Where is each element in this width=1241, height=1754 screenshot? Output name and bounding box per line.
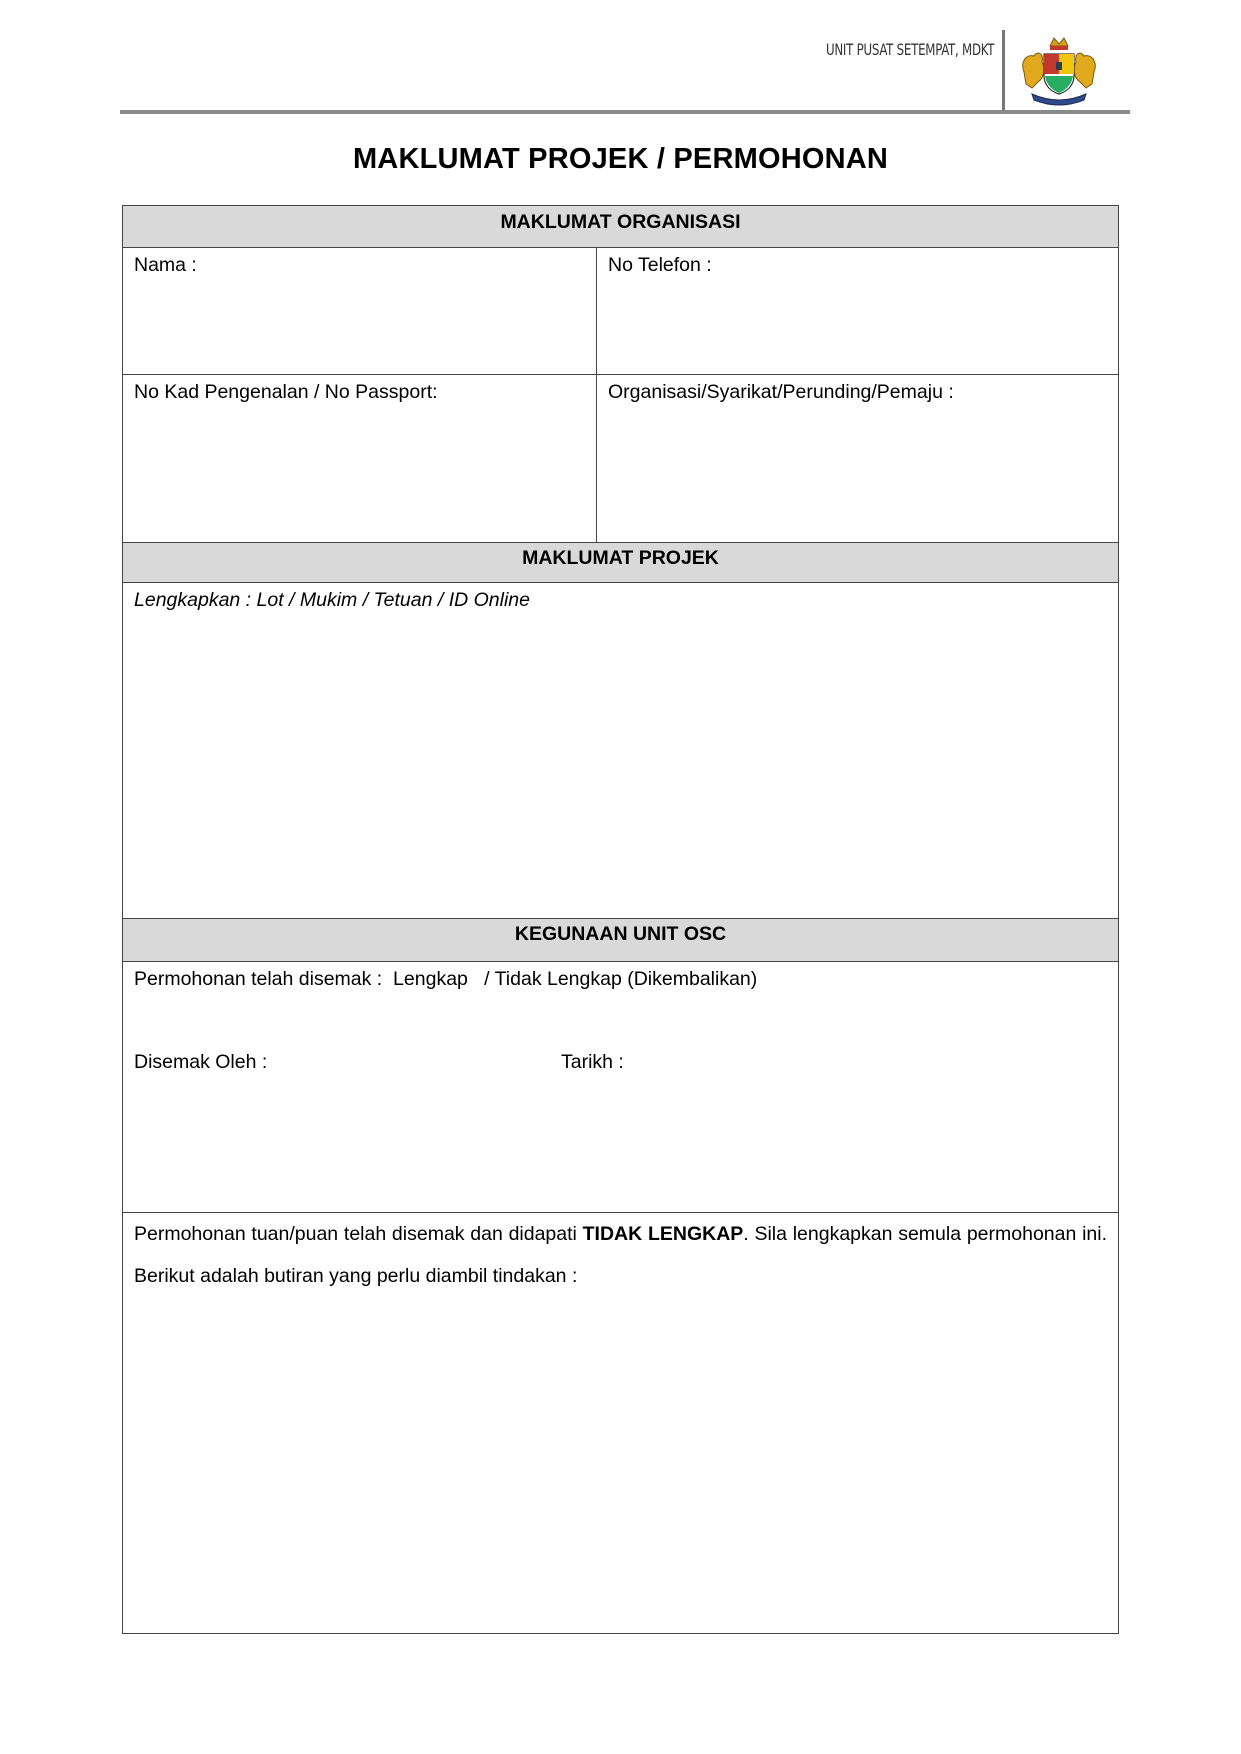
municipal-crest-icon [1014,32,1104,108]
section-heading-organisasi: MAKLUMAT ORGANISASI [123,206,1118,248]
disemak-line [134,1051,1107,1074]
nama-field[interactable] [123,248,597,374]
notice-text-2: . Sila lengkapkan semula permohonan ini. Berikut adalah butiran yang perlu diambil tindakan : [134,1223,1107,1287]
osc-review-block [123,962,1118,1213]
header-rule [120,110,1130,114]
application-form [122,205,1119,1634]
telefon-field[interactable] [597,248,1118,374]
notice-block [123,1213,1118,1633]
ic-field[interactable] [123,375,597,542]
nama-label: Nama : [134,254,197,276]
organisasi-row-2 [123,375,1118,543]
projek-instruction: Lengkapkan : Lot / Mukim / Tetuan / ID Online [134,589,530,611]
organisasi-row-1 [123,248,1118,375]
telefon-label: No Telefon : [608,254,712,276]
notice-text-1: Permohonan tuan/puan telah disemak dan didapati [134,1223,583,1245]
header-divider [1002,30,1005,112]
page-title: MAKLUMAT PROJEK / PERMOHONAN [352,143,889,175]
disemak-label: Disemak Oleh : [134,1051,268,1073]
section-heading-projek: MAKLUMAT PROJEK [123,543,1118,583]
semak-line: Permohonan telah disemak : Lengkap / Tidak Lengkap (Dikembalikan) [134,968,758,990]
tarikh-label: Tarikh : [561,1051,624,1073]
notice-bold: TIDAK LENGKAP [582,1223,744,1245]
page-header [120,24,1130,116]
organisasi-label: Organisasi/Syarikat/Perunding/Pemaju : [608,381,954,403]
ic-label: No Kad Pengenalan / No Passport: [134,381,438,403]
projek-field[interactable] [123,583,1118,919]
organisasi-field[interactable] [597,375,1118,542]
unit-label: UNIT PUSAT SETEMPAT, MDKT [825,40,994,59]
section-heading-osc: KEGUNAAN UNIT OSC [123,919,1118,962]
